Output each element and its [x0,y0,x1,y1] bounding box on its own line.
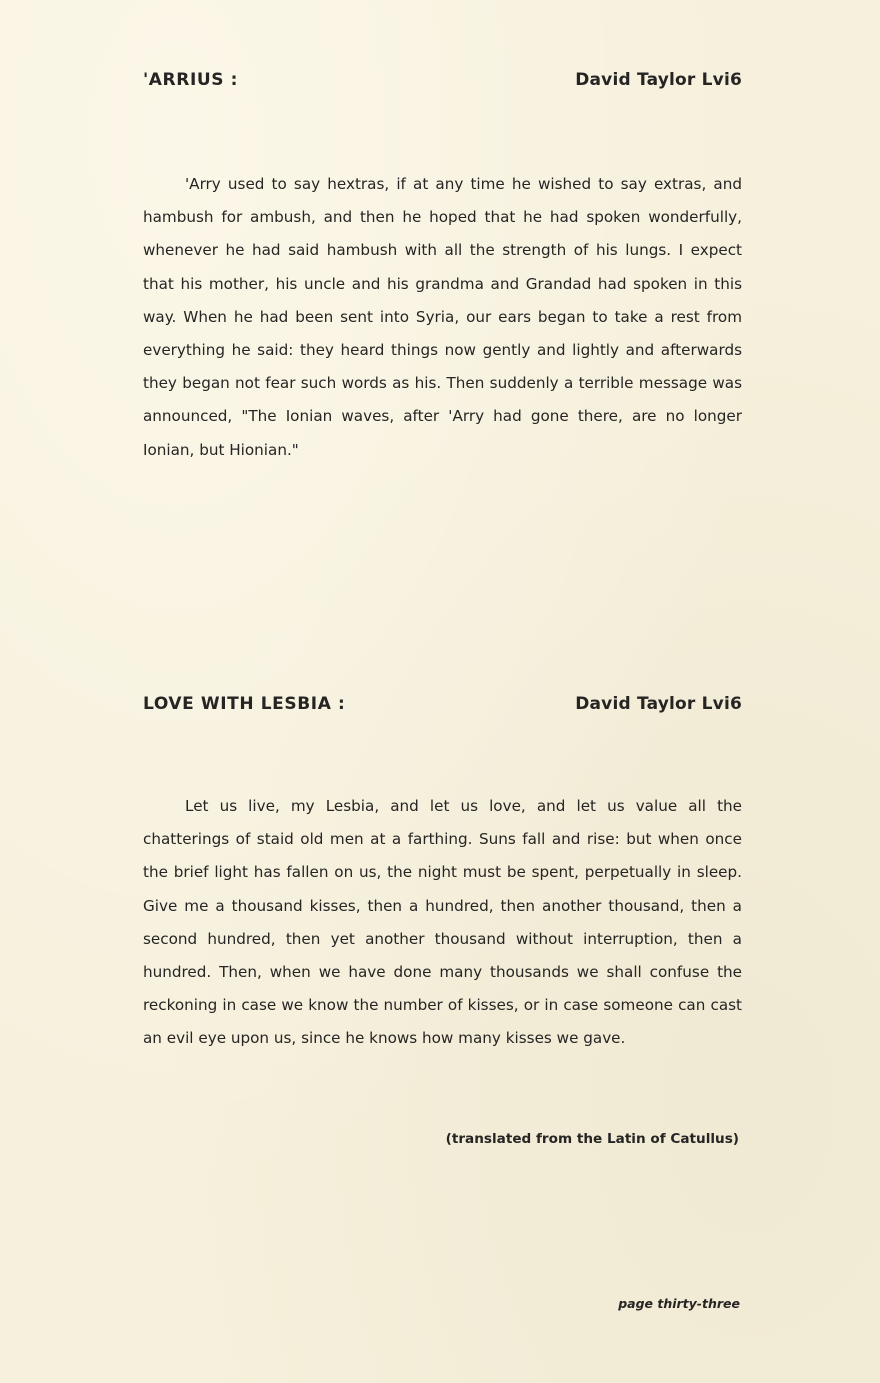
translation-credit: (translated from the Latin of Catullus) [445,1131,739,1147]
lesbia-title: LOVE WITH LESBIA : [143,694,346,714]
page-number: page thirty-three [618,1296,740,1311]
arrius-heading [143,70,742,90]
lesbia-author: David Taylor Lvi6 [575,694,742,714]
lesbia-heading [143,694,742,714]
arrius-title: 'ARRIUS : [143,70,239,90]
arrius-translation: 'Arry used to say hextras, if at any time he wished to say extras, and hambush for ambush, and then he hoped that he had spoken wonderfully, whenever he had said hambush with all the strength of his lungs. I expect that his mother, his uncle and his grandma and Grandad had spoken in this way. When he had been sent into Syria, our ears began to take a rest from everything he said: they heard things now gently and lightly and afterwards they began not fear such words as his. Then suddenly a terrible message was announced, "The Ionian waves, after 'Arry had gone there, are no longer Ionian, but Hionian." [143,175,742,459]
arrius-author: David Taylor Lvi6 [575,70,742,90]
lesbia-translation: Let us live, my Lesbia, and let us love, and let us value all the chatterings of staid old men at a farthing. Suns fall and rise: but when once the brief light has fallen on us, the night must be spent, perpetually in sleep. Give me a thousand kisses, then a hundred, then another thousand, then a second hundred, then yet another thousand without interruption, then a hundred. Then, when we have done many thousands we shall confuse the reckoning in case we know the number of kisses, or in case someone can cast an evil eye upon us, since he knows how many kisses we gave. [143,797,742,1048]
